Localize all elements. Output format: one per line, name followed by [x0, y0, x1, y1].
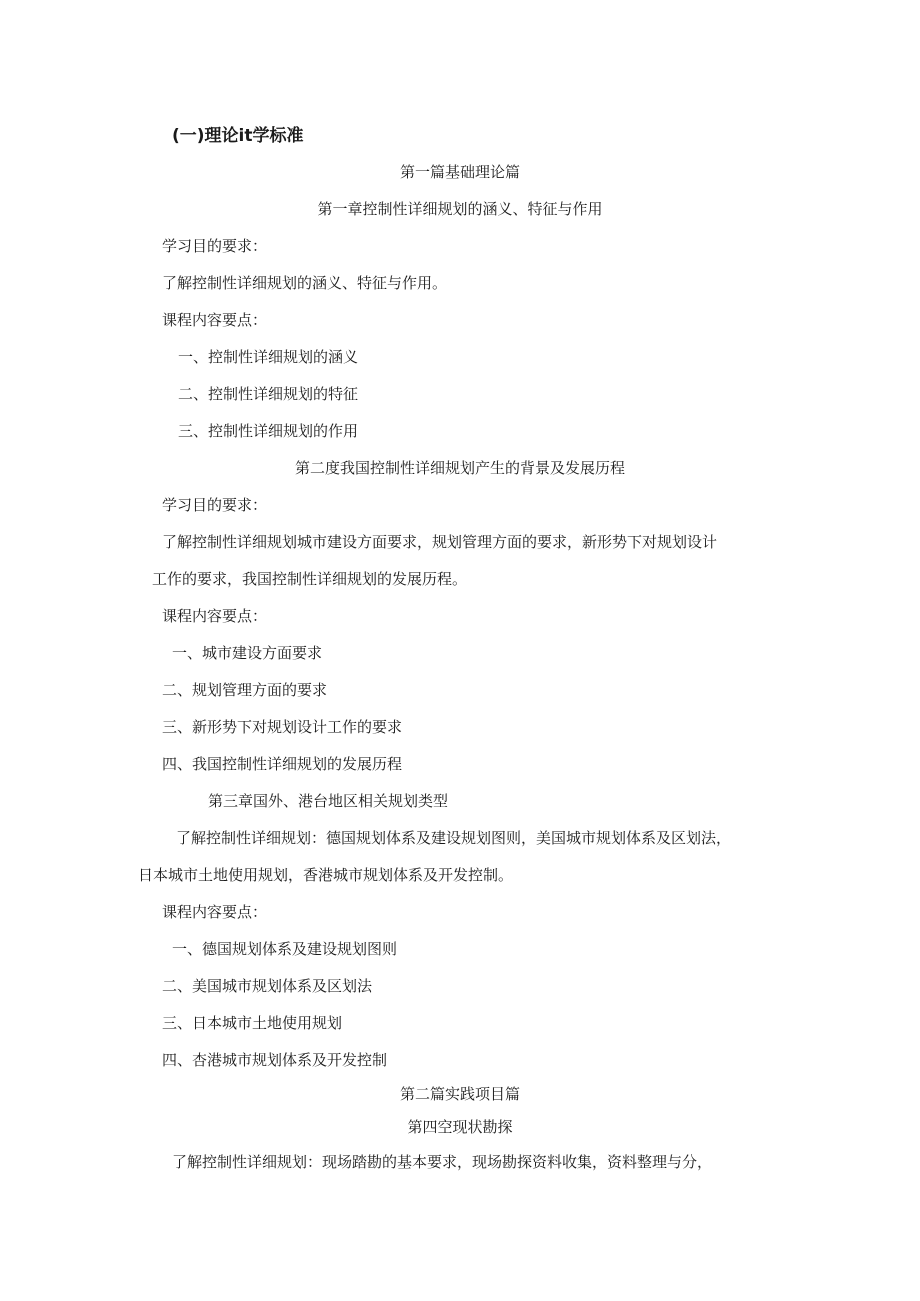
- chapter3-title: 第三章国外、港台地区相关规划类型: [208, 792, 449, 810]
- ch1-point-item: 一、控制性详细规划的涵义: [178, 348, 359, 366]
- ch2-points-label: 课程内容要点：: [162, 607, 268, 625]
- ch3-point-item: 四、杏港城市规划体系及开发控制: [162, 1051, 388, 1069]
- ch2-goal-text-line1: 了解控制性详细规划城市建设方面要求，规划管理方面的要求，新形势下对规划设计: [162, 533, 718, 551]
- part2-title: 第二篇实践项目篇: [399, 1085, 520, 1103]
- ch2-point-item: 二、规划管理方面的要求: [162, 681, 328, 699]
- ch1-points-label: 课程内容要点：: [162, 311, 268, 329]
- ch3-goal-text-line1: 了解控制性详细规划：德国规划体系及建设规划图则，美国城市规划体系及区划法，: [176, 829, 732, 847]
- ch3-point-item: 三、日本城市土地使用规划: [162, 1014, 343, 1032]
- ch4-goal-text-line1: 了解控制性详细规划：现场踏勘的基本要求，现场勘探资料收集，资料整理与分，: [172, 1153, 713, 1171]
- section-title: (一)理论it学标准: [172, 126, 304, 146]
- part1-title: 第一篇基础理论篇: [399, 163, 520, 181]
- ch1-goal-text: 了解控制性详细规划的涵义、特征与作用。: [162, 274, 448, 292]
- ch3-goal-text-line2: 日本城市土地使用规划，香港城市规划体系及开发控制。: [138, 866, 514, 884]
- ch1-point-item: 二、控制性详细规划的特征: [178, 385, 359, 403]
- ch3-point-item: 二、美国城市规划体系及区划法: [162, 977, 373, 995]
- ch1-point-item: 三、控制性详细规划的作用: [178, 422, 359, 440]
- ch2-point-item: 三、新形势下对规划设计工作的要求: [162, 718, 403, 736]
- ch2-point-item: 一、城市建设方面要求: [172, 644, 323, 662]
- chapter4-title: 第四空现状勘探: [407, 1118, 513, 1136]
- ch3-point-item: 一、德国规划体系及建设规划图则: [172, 940, 398, 958]
- ch2-goal-text-line2: 工作的要求，我国控制性详细规划的发展历程。: [152, 570, 468, 588]
- ch2-goal-label: 学习目的要求：: [162, 496, 268, 514]
- chapter1-title: 第一章控制性详细规划的涵义、特征与作用: [317, 200, 603, 218]
- ch2-point-item: 四、我国控制性详细规划的发展历程: [162, 755, 403, 773]
- ch1-goal-label: 学习目的要求：: [162, 237, 268, 255]
- ch3-points-label: 课程内容要点：: [162, 903, 268, 921]
- chapter2-title: 第二度我国控制性详细规划产生的背景及发展历程: [294, 459, 625, 477]
